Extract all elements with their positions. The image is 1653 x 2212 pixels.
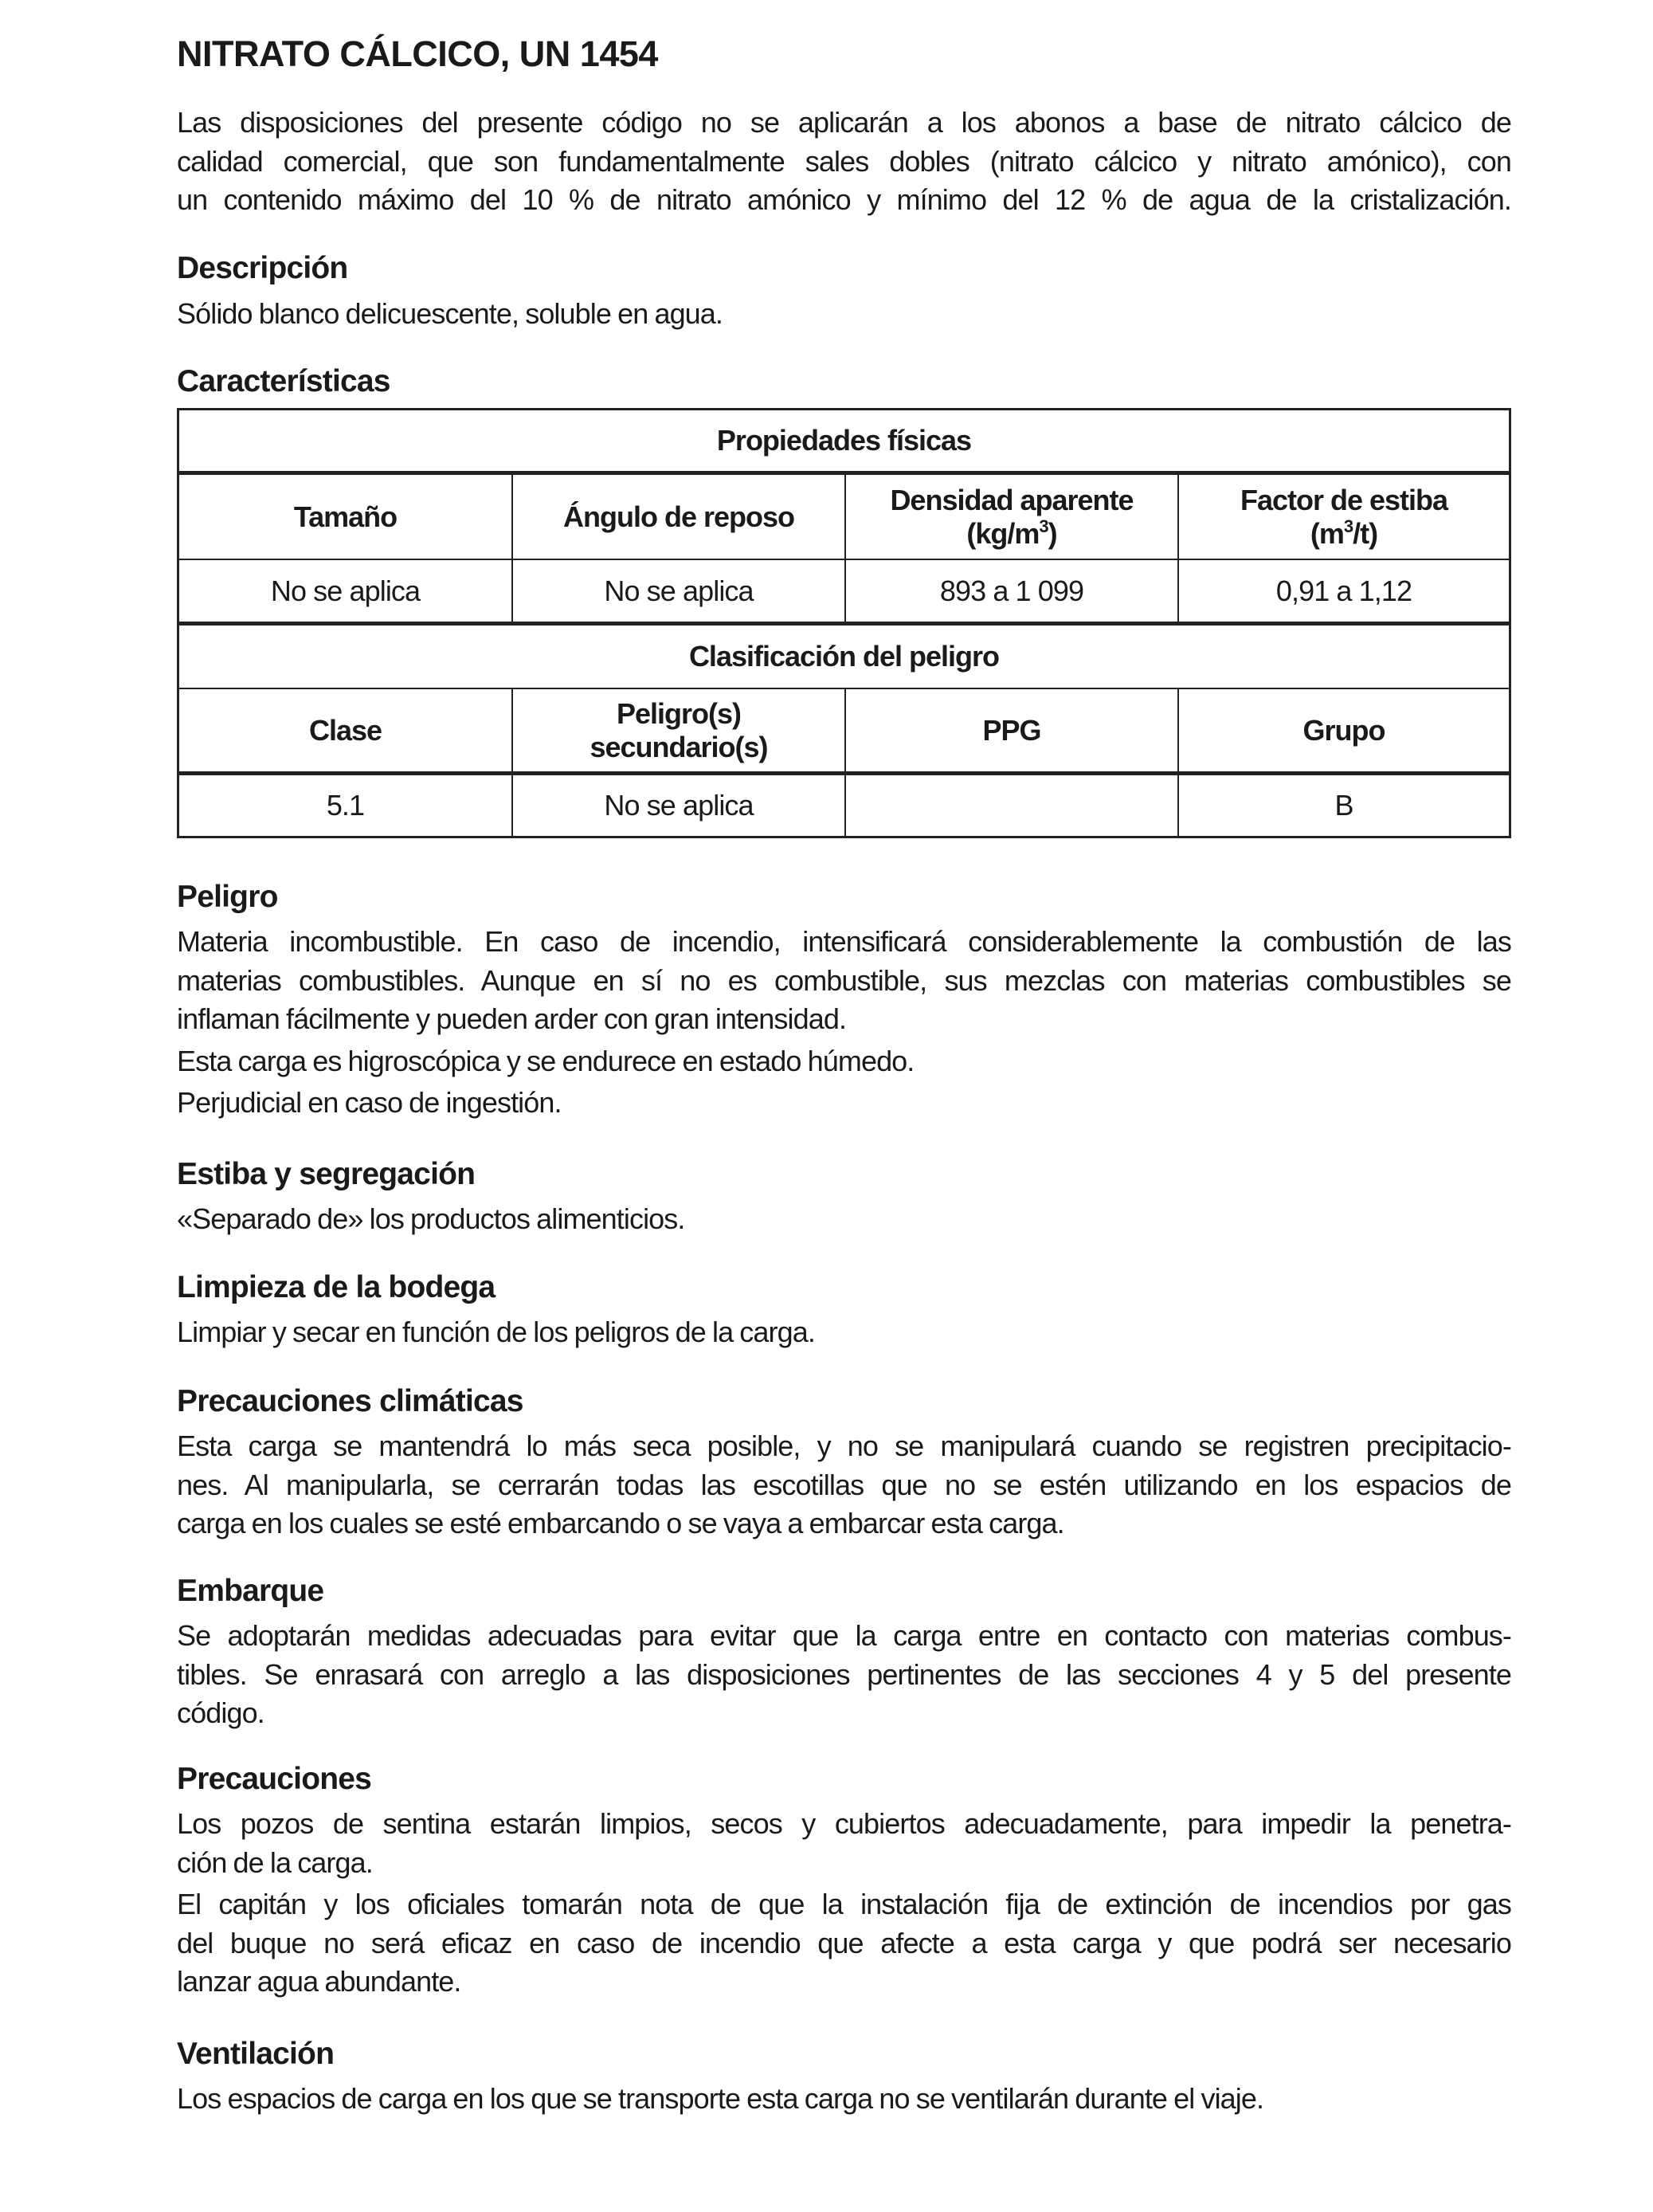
table-header-bulk-density xyxy=(846,475,1179,560)
section-body-precauciones-climaticas xyxy=(177,1427,1511,1543)
table-cell-mhb xyxy=(846,775,1179,836)
table-header-group xyxy=(1179,689,1509,775)
table-cell-size xyxy=(179,560,513,626)
body-line: Materia incombustible. En caso de incendio, intensificará considerablemente la combustión de las xyxy=(177,925,1511,958)
characteristics-table xyxy=(177,408,1511,838)
table-header-stowage-factor xyxy=(1179,475,1509,560)
document-title: NITRATO CÁLCICO, UN 1454 xyxy=(177,33,658,74)
table-cell-stowage-factor xyxy=(1179,560,1509,626)
section-heading-embarque: Embarque xyxy=(177,1574,324,1608)
body-line: Perjudicial en caso de ingestión. xyxy=(177,1086,562,1119)
body-line: Los pozos de sentina estarán limpios, secos y cubiertos adecuadamente, para impedir la penetra- xyxy=(177,1807,1511,1840)
table-cell-bulk-density xyxy=(846,560,1179,626)
body-line: lanzar agua abundante. xyxy=(177,1965,461,1998)
section-body-precauciones xyxy=(177,1805,1511,2002)
header-unit: $(kg/m^3)$ xyxy=(966,516,1057,550)
table-section-physical-properties xyxy=(179,410,1509,475)
table-header-class xyxy=(179,689,513,775)
section-body-limpieza xyxy=(177,1313,1511,1352)
physical-properties-title: Propiedades físicas xyxy=(716,424,972,457)
body-line: del buque no será eficaz en caso de incendio que afecte a esta carga y que podrá ser necesario xyxy=(177,1926,1511,1959)
cell-value: No se aplica xyxy=(604,789,754,822)
body-line: inflaman fácilmente y pueden arder con gran intensidad. xyxy=(177,1002,847,1035)
header-label: Densidad aparente xyxy=(890,483,1134,516)
table-header-secondary-hazards xyxy=(513,689,846,775)
section-heading-limpieza: Limpieza de la bodega xyxy=(177,1270,496,1304)
body-line: Los espacios de carga en los que se transporte esta carga no se ventilarán durante el viaje. xyxy=(177,2082,1264,2115)
cell-value: No se aplica xyxy=(604,574,754,607)
section-heading-caracteristicas: Características xyxy=(177,364,390,398)
intro-line: calidad comercial, que son fundamentalmente sales dobles (nitrato cálcico y nitrato amónico), con xyxy=(177,144,1511,178)
header-label: Peligro(s) xyxy=(616,696,742,730)
cell-value: 893 a 1 099 xyxy=(939,574,1084,607)
body-line: Esta carga se mantendrá lo más seca posible, y no se manipulará cuando se registren precipitacio- xyxy=(177,1430,1511,1462)
body-line: «Separado de» los productos alimenticios. xyxy=(177,1202,685,1235)
header-label: Ángulo de reposo xyxy=(563,500,794,533)
cell-value: 0,91 a 1,12 xyxy=(1275,574,1412,607)
body-line: materias combustibles. Aunque en sí no es combustible, sus mezclas con materias combustibles se xyxy=(177,963,1511,997)
intro-paragraph xyxy=(177,104,1511,220)
cell-value: No se aplica xyxy=(270,574,421,607)
section-body-ventilacion xyxy=(177,2080,1511,2119)
body-line: Se adoptarán medidas adecuadas para evitar que la carga entre en contacto con materias combus- xyxy=(177,1619,1511,1652)
section-heading-ventilacion: Ventilación xyxy=(177,2037,335,2071)
table-cell-secondary-hazards xyxy=(513,775,846,836)
body-line: ción de la carga. xyxy=(177,1845,373,1879)
header-label: Clase xyxy=(308,713,382,747)
header-unit: $(m^3/t)$ xyxy=(1310,516,1378,550)
body-line: Esta carga es higroscópica y se endurece en estado húmedo. xyxy=(177,1044,915,1077)
body-line: carga en los cuales se esté embarcando o se vaya a embarcar esta carga. xyxy=(177,1507,1064,1539)
section-heading-descripcion: Descripción xyxy=(177,251,348,285)
section-heading-estiba: Estiba y segregación xyxy=(177,1157,476,1191)
header-label: Factor de estiba xyxy=(1240,483,1448,516)
table-cell-class xyxy=(179,775,513,836)
section-body-estiba xyxy=(177,1200,1511,1239)
body-line: código. xyxy=(177,1696,264,1729)
table-cell-repose-angle xyxy=(513,560,846,626)
body-line: tibles. Se enrasará con arreglo a las disposiciones pertinentes de las secciones 4 y 5 del presente xyxy=(177,1657,1511,1691)
header-label: secundario(s) xyxy=(590,730,768,763)
header-label: PPG xyxy=(982,713,1041,747)
section-body-embarque xyxy=(177,1617,1511,1733)
table-header-mhb xyxy=(846,689,1179,775)
body-line: nes. Al manipularla, se cerrarán todas las escotillas que no se estén utilizando en los espacios de xyxy=(177,1468,1511,1501)
hazard-classification-title: Clasificación del peligro xyxy=(688,640,1000,673)
intro-line: Las disposiciones del presente código no se aplicarán a los abonos a base de nitrato cálcico de xyxy=(177,106,1511,139)
section-heading-precauciones: Precauciones xyxy=(177,1762,372,1796)
section-body-peligro xyxy=(177,923,1511,1123)
section-heading-peligro: Peligro xyxy=(177,880,278,914)
section-heading-precauciones-climaticas: Precauciones climáticas xyxy=(177,1384,523,1418)
cell-value: B xyxy=(1334,789,1353,822)
table-section-hazard-classification xyxy=(179,626,1509,689)
table-header-repose-angle xyxy=(513,475,846,560)
intro-line: un contenido máximo del 10 % de nitrato amónico y mínimo del 12 % de agua de la cristalización. xyxy=(177,183,1511,216)
table-header-size xyxy=(179,475,513,560)
table-cell-group xyxy=(1179,775,1509,836)
body-line: Limpiar y secar en función de los peligros de la carga. xyxy=(177,1316,815,1348)
cell-value: 5.1 xyxy=(326,789,365,822)
body-line: Sólido blanco delicuescente, soluble en agua. xyxy=(177,297,723,330)
header-label: Grupo xyxy=(1302,713,1385,747)
body-line: El capitán y los oficiales tomarán nota de que la instalación fija de extinción de incendios por gas xyxy=(177,1888,1511,1920)
header-label: Tamaño xyxy=(293,500,398,533)
section-body-descripcion xyxy=(177,295,1511,334)
